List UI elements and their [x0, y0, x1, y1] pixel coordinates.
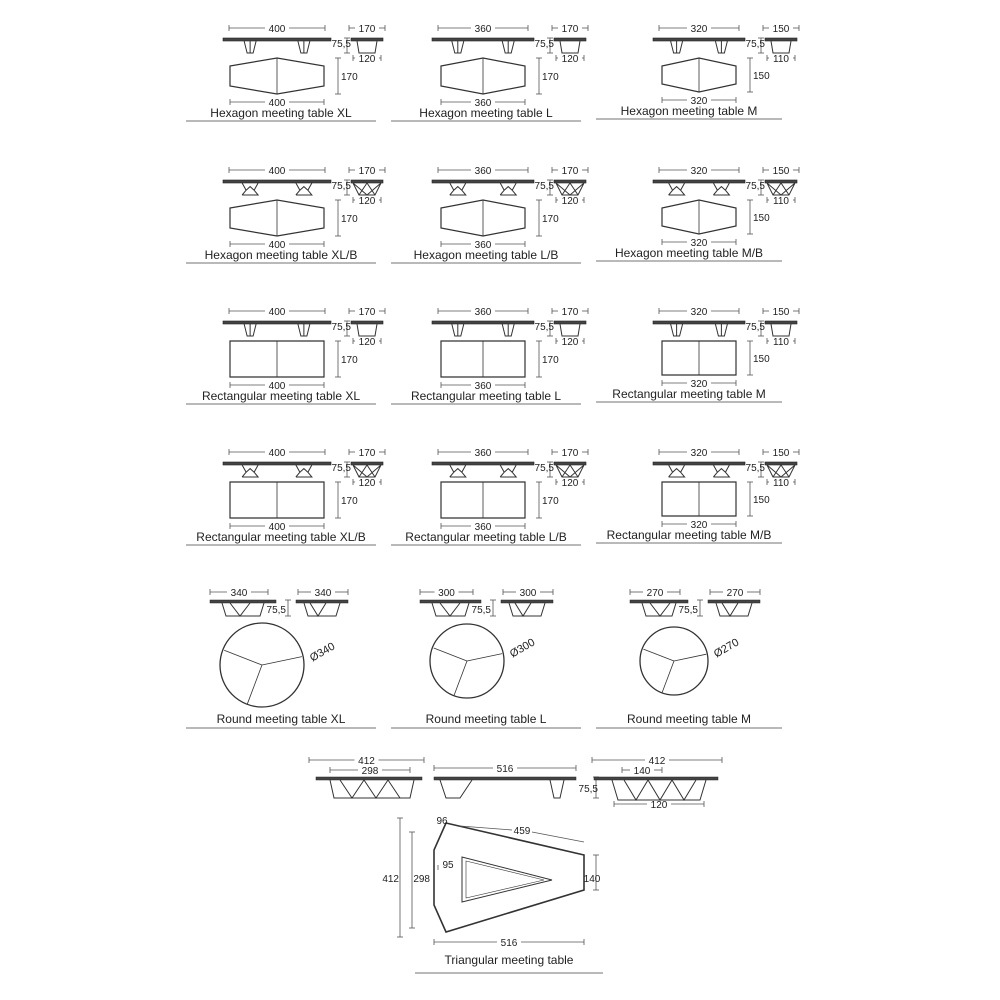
base-end: [353, 465, 381, 477]
dim-label: 400: [268, 98, 286, 109]
dim-label: 516: [500, 938, 518, 949]
tabletop-end: [708, 600, 760, 603]
width-label: 170: [341, 72, 358, 83]
base-side: [642, 603, 676, 616]
base-end: [357, 41, 377, 53]
dim-label: 360: [474, 522, 492, 533]
leg: [502, 324, 514, 336]
width-label: 150: [753, 71, 770, 82]
base-end: [509, 603, 545, 616]
tabletop-side: [432, 321, 534, 324]
dim-label: 320: [690, 520, 708, 531]
table-spec-triangular: [309, 756, 722, 973]
tabletop-end: [296, 600, 348, 603]
tabletop-side: [653, 462, 745, 465]
tabletop-side: [432, 38, 534, 41]
table-spec-hexagon-meeting-table-m-b: [596, 166, 799, 261]
leg-cross: [713, 465, 729, 477]
width-label: 170: [341, 355, 358, 366]
table-caption: Round meeting table L: [425, 712, 547, 726]
width-label: 150: [753, 213, 770, 224]
height-label: 75,5: [678, 605, 698, 616]
tabletop-side: [223, 180, 331, 183]
dim-label: 412: [358, 756, 375, 767]
base-end: [304, 603, 340, 616]
dim-label: 96: [436, 816, 448, 827]
base-end: [771, 324, 791, 336]
dim-label: 300: [438, 588, 455, 599]
dim-label: 360: [474, 98, 492, 109]
dim-line: [467, 654, 502, 661]
leg-cross: [450, 183, 466, 195]
table-caption: Rectangular meeting table XL/B: [196, 530, 366, 544]
table-caption: Hexagon meeting table M/B: [614, 246, 764, 260]
base-side: [222, 603, 264, 616]
tabletop-end: [351, 38, 383, 41]
table-caption: Rectangular meeting table M: [612, 387, 766, 401]
dim-label: 170: [358, 166, 376, 177]
table-caption: Round meeting table XL: [216, 712, 346, 726]
table-caption: Triangular meeting table: [444, 953, 574, 967]
leg-cross: [500, 183, 516, 195]
leg-cross: [296, 183, 312, 195]
height-label: 75,5: [266, 605, 286, 616]
dim-label: 360: [474, 240, 492, 251]
dim-label: 400: [268, 307, 286, 318]
tabletop-end: [554, 38, 586, 41]
dim-line: [247, 665, 262, 704]
dim-label: 400: [268, 522, 286, 533]
table-spec-rectangular-meeting-table-xl: [186, 307, 385, 404]
width-label: 150: [753, 495, 770, 506]
height-label: 75,5: [331, 322, 351, 333]
diameter-label: Ø270: [711, 636, 742, 661]
table-caption: Hexagon meeting table L: [419, 106, 553, 120]
dim-label: 120: [561, 196, 579, 207]
table-spec-round-meeting-table-m: [596, 588, 782, 728]
dim-label: 320: [690, 238, 708, 249]
base-end: [716, 603, 752, 616]
leg: [452, 41, 464, 53]
height-label: 75,5: [745, 39, 765, 50]
base-end: [612, 780, 706, 800]
width-label: 170: [542, 214, 559, 225]
dim-label: 140: [583, 874, 601, 885]
tabletop-side: [223, 462, 331, 465]
leg: [671, 41, 683, 53]
dim-label: 360: [474, 448, 492, 459]
table-spec-rectangular-meeting-table-l: [391, 307, 588, 404]
width-label: 170: [341, 496, 358, 507]
tabletop-side: [223, 321, 331, 324]
tabletop-side: [210, 600, 276, 603]
leg-cross: [669, 465, 685, 477]
dim-label: 320: [690, 379, 708, 390]
table-spec-hexagon-meeting-table-m: [596, 24, 799, 119]
tabletop-end: [765, 38, 797, 41]
dim-label: 110: [773, 196, 789, 207]
tabletop-end: [351, 321, 383, 324]
leg: [244, 324, 256, 336]
tabletop-side: [316, 777, 422, 780]
dim-label: 360: [474, 166, 492, 177]
dim-label: 120: [358, 337, 376, 348]
dim-label: 150: [772, 307, 790, 318]
leg: [671, 324, 683, 336]
leg-cross: [713, 183, 729, 195]
leg: [502, 41, 514, 53]
base-side: [432, 603, 469, 616]
table-caption: Rectangular meeting table M/B: [606, 528, 772, 542]
dim-label: 140: [633, 766, 651, 777]
dim-line: [454, 661, 467, 695]
dim-label: 320: [690, 448, 708, 459]
tabletop-side: [420, 600, 481, 603]
dim-label: 170: [561, 307, 579, 318]
leg-cross: [296, 465, 312, 477]
dim-line: [643, 649, 674, 661]
width-label: 170: [542, 355, 559, 366]
table-spec-round-meeting-table-xl: [186, 588, 376, 728]
diameter-label: Ø300: [507, 636, 538, 661]
dim-label: 459: [513, 826, 531, 837]
leg: [298, 41, 310, 53]
dim-line: [434, 648, 467, 661]
dim-label: 110: [773, 54, 789, 65]
tabletop-side: [653, 38, 745, 41]
tabletop-end: [501, 600, 553, 603]
table-spec-hexagon-meeting-table-xl-b: [186, 166, 385, 263]
leg-cross: [242, 183, 258, 195]
dim-label: 412: [382, 874, 399, 885]
dim-label: 298: [361, 766, 379, 777]
dim-label: 400: [268, 240, 286, 251]
tabletop-long: [434, 777, 576, 780]
height-label: 75,5: [471, 605, 491, 616]
table-caption: Rectangular meeting table L/B: [405, 530, 567, 544]
dim-label: 150: [772, 166, 790, 177]
tabletop-end: [594, 777, 718, 780]
height-label: 75,5: [331, 39, 351, 50]
tabletop-plan: [434, 823, 584, 932]
tabletop-side: [653, 180, 745, 183]
dim-label: 400: [268, 448, 286, 459]
dim-label: 412: [648, 756, 666, 767]
tabletop-end: [554, 321, 586, 324]
dim-label: 120: [561, 478, 579, 489]
height-label: 75,5: [534, 463, 554, 474]
dim-label: 320: [690, 24, 708, 35]
dim-label: 360: [474, 381, 492, 392]
dim-label: 300: [519, 588, 537, 599]
dim-label: 170: [358, 307, 376, 318]
base-long: [440, 780, 564, 798]
base-end: [556, 183, 584, 195]
dim-label: 298: [413, 874, 430, 885]
dim-label: 150: [772, 448, 790, 459]
dim-line: [224, 650, 262, 665]
table-spec-rectangular-meeting-table-m-b: [596, 448, 799, 543]
height-label: 75,5: [534, 322, 554, 333]
dim-label: 320: [690, 166, 708, 177]
leg: [452, 324, 464, 336]
table-spec-round-meeting-table-l: [391, 588, 581, 728]
dim-label: 120: [650, 800, 668, 811]
dim-label: 170: [561, 448, 579, 459]
dim-label: 110: [773, 337, 789, 348]
base-end: [556, 465, 584, 477]
height-label: 75,5: [745, 322, 765, 333]
height-label: 75,5: [534, 181, 554, 192]
table-spec-hexagon-meeting-table-l: [391, 24, 588, 121]
dim-label: 170: [561, 166, 579, 177]
dim-label: 120: [561, 54, 579, 65]
table-caption: Hexagon meeting table XL: [210, 106, 352, 120]
dim-label: 516: [496, 764, 514, 775]
dim-line: [532, 832, 584, 842]
leg-cross: [669, 183, 685, 195]
height-label: 75,5: [745, 181, 765, 192]
dim-label: 320: [690, 96, 708, 107]
base-end: [767, 465, 795, 477]
dim-label: 170: [358, 24, 376, 35]
table-spec-hexagon-meeting-table-xl: [186, 24, 385, 121]
dim-label: 95: [442, 860, 454, 871]
base-end: [353, 183, 381, 195]
dim-label: 320: [690, 307, 708, 318]
tabletop-side: [630, 600, 688, 603]
dim-label: 340: [230, 588, 248, 599]
table-spec-rectangular-meeting-table-xl-b: [186, 448, 385, 545]
height-label: 75,5: [534, 39, 554, 50]
tabletop-side: [223, 38, 331, 41]
dim-label: 120: [358, 478, 376, 489]
table-spec-hexagon-meeting-table-l-b: [391, 166, 588, 263]
base-end: [560, 41, 580, 53]
table-caption: Rectangular meeting table XL: [201, 389, 361, 403]
diameter-label: Ø340: [307, 640, 338, 665]
dim-label: 340: [314, 588, 332, 599]
table-caption: Hexagon meeting table M: [620, 104, 758, 118]
table-caption: Rectangular meeting table L: [410, 389, 562, 403]
dim-label: 120: [358, 196, 376, 207]
base-end: [560, 324, 580, 336]
width-label: 170: [542, 72, 559, 83]
leg-cross: [500, 465, 516, 477]
dim-label: 400: [268, 24, 286, 35]
leg: [298, 324, 310, 336]
dim-line: [674, 654, 706, 661]
tabletop-side: [432, 462, 534, 465]
dim-label: 110: [773, 478, 789, 489]
height-label: 75,5: [745, 463, 765, 474]
dim-label: 270: [646, 588, 664, 599]
base-end: [771, 41, 791, 53]
height-label: 75,5: [578, 784, 598, 795]
table-caption: Round meeting table M: [626, 712, 752, 726]
height-label: 75,5: [331, 181, 351, 192]
leg-cross: [450, 465, 466, 477]
dim-label: 400: [268, 166, 286, 177]
dim-label: 270: [726, 588, 744, 599]
width-label: 170: [542, 496, 559, 507]
leg: [715, 41, 727, 53]
dim-label: 170: [561, 24, 579, 35]
base-end: [767, 183, 795, 195]
tabletop-side: [432, 180, 534, 183]
leg-cross: [242, 465, 258, 477]
width-label: 150: [753, 354, 770, 365]
table-spec-rectangular-meeting-table-l-b: [391, 448, 588, 545]
dim-label: 360: [474, 307, 492, 318]
dim-label: 150: [772, 24, 790, 35]
table-caption: Hexagon meeting table XL/B: [204, 248, 358, 262]
leg: [244, 41, 256, 53]
width-label: 170: [341, 214, 358, 225]
table-spec-rectangular-meeting-table-m: [596, 307, 799, 402]
height-label: 75,5: [331, 463, 351, 474]
tabletop-side: [653, 321, 745, 324]
table-caption: Hexagon meeting table L/B: [413, 248, 559, 262]
dim-label: 120: [358, 54, 376, 65]
leg: [715, 324, 727, 336]
dim-label: 400: [268, 381, 286, 392]
dim-line: [662, 661, 674, 693]
dim-label: 120: [561, 337, 579, 348]
base-side: [330, 780, 414, 798]
tabletop-end: [765, 321, 797, 324]
dim-label: 170: [358, 448, 376, 459]
dim-label: 360: [474, 24, 492, 35]
dim-line: [262, 657, 302, 665]
base-end: [357, 324, 377, 336]
